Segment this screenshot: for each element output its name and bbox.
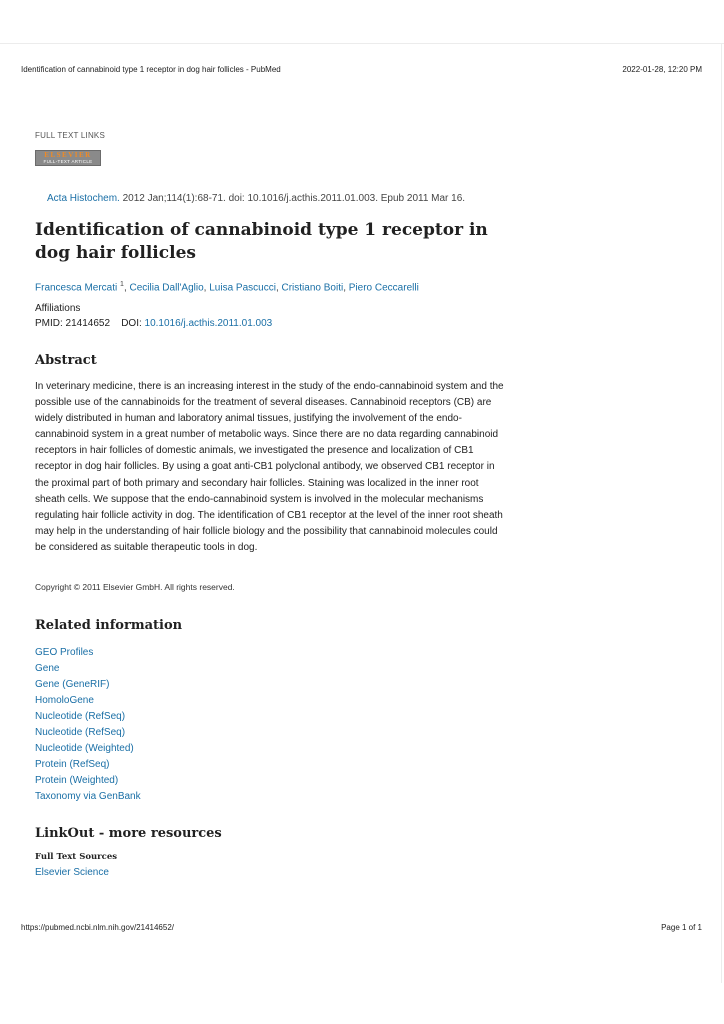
article-identifiers [35,318,272,329]
author-link[interactable]: Cecilia Dall'Aglio [129,282,204,294]
related-link[interactable]: HomoloGene [35,695,94,706]
related-link[interactable]: Nucleotide (RefSeq) [35,711,126,722]
article-title: Identification of cannabinoid type 1 receptor in dog hair follicles [35,220,488,263]
author-separator: , [123,282,130,294]
related-link[interactable]: Nucleotide (Weighted) [35,743,134,754]
full-text-sources-subheading: Full Text Sources [35,852,118,862]
author-separator: , [203,282,210,294]
print-footer-url: https://pubmed.ncbi.nlm.nih.gov/21414652/ [21,923,174,932]
related-link[interactable]: Taxonomy via GenBank [35,791,141,802]
abstract-heading: Abstract [35,353,97,368]
print-header-datetime: 2022-01-28, 12:20 PM [622,65,702,74]
linkout-heading: LinkOut - more resources [35,826,222,841]
full-text-links-label: FULL TEXT LINKS [35,131,105,140]
elsevier-logo-text: ELSEVIER [44,150,92,159]
related-link[interactable]: Protein (RefSeq) [35,759,110,770]
author-link[interactable]: Cristiano Boiti [281,282,344,294]
related-information-list [35,645,141,805]
author-link[interactable]: Luisa Pascucci [209,282,276,294]
related-link[interactable]: Gene (GeneRIF) [35,679,110,690]
affiliations-toggle[interactable]: Affiliations [35,303,81,314]
abstract-text: In veterinary medicine, there is an increasing interest in the study of the endo-cannabinoid system and the possible use of the cannabinoids for the treatment of several diseases. Cannabinoid receptors (CB) are widely distributed in human and laboratory animal tissues, justifying the involvement of the endo-cannabinoid system in a great number of metabolic ways. Since there are no data regarding cannabinoid receptors in hair follicles of domestic animals, we investigated the presence and localization of CB1 receptor in dog hair follicles. By using a goat anti-CB1 polyclonal antibody, we observed CB1 receptor in the proximal part of both primary and secondary hair follicles. Staining was localized in the inner root sheath cells. We suppose that the endo-cannabinoid system is involved in the molecular mechanisms regulating hair follicle activity in dog. The identification of CB1 receptor at the level of the inner root sheath may help in the understanding of hair follicle biology and the possibility that cannabinoid molecules could be considered as suitable therapeutic tools in dog. [35,381,504,553]
affiliation-marker[interactable]: 1 [120,281,124,288]
doi-link[interactable]: 10.1016/j.acthis.2011.01.003 [144,318,273,329]
elsevier-full-text-button[interactable] [35,150,101,166]
page-edge-line [721,43,722,983]
header-divider [0,43,724,44]
doi-label: DOI: [121,318,145,329]
author-link[interactable]: Piero Ceccarelli [348,282,419,294]
related-link[interactable]: Protein (Weighted) [35,775,119,786]
pmid: PMID: 21414652 [35,318,111,329]
citation-details: 2012 Jan;114(1):68-71. doi: 10.1016/j.acthis.2011.01.003. Epub 2011 Mar 16. [119,193,466,204]
related-information-heading: Related information [35,618,183,633]
author-separator: , [275,282,282,294]
related-link[interactable]: GEO Profiles [35,647,94,658]
citation-line [47,193,465,204]
copyright: Copyright © 2011 Elsevier GmbH. All rights reserved. [35,582,235,592]
print-footer-page: Page 1 of 1 [661,923,702,932]
author-link[interactable]: Francesca Mercati [35,282,118,294]
print-header-title: Identification of cannabinoid type 1 receptor in dog hair follicles - PubMed [21,65,281,74]
related-link[interactable]: Gene [35,663,60,674]
author-separator: , [343,282,349,294]
author-list [35,281,419,293]
journal-link[interactable]: Acta Histochem. [47,193,120,204]
related-link[interactable]: Nucleotide (RefSeq) [35,727,126,738]
elsevier-science-link[interactable]: Elsevier Science [35,867,109,878]
full-text-article-text: FULL-TEXT ARTICLE [43,158,93,164]
